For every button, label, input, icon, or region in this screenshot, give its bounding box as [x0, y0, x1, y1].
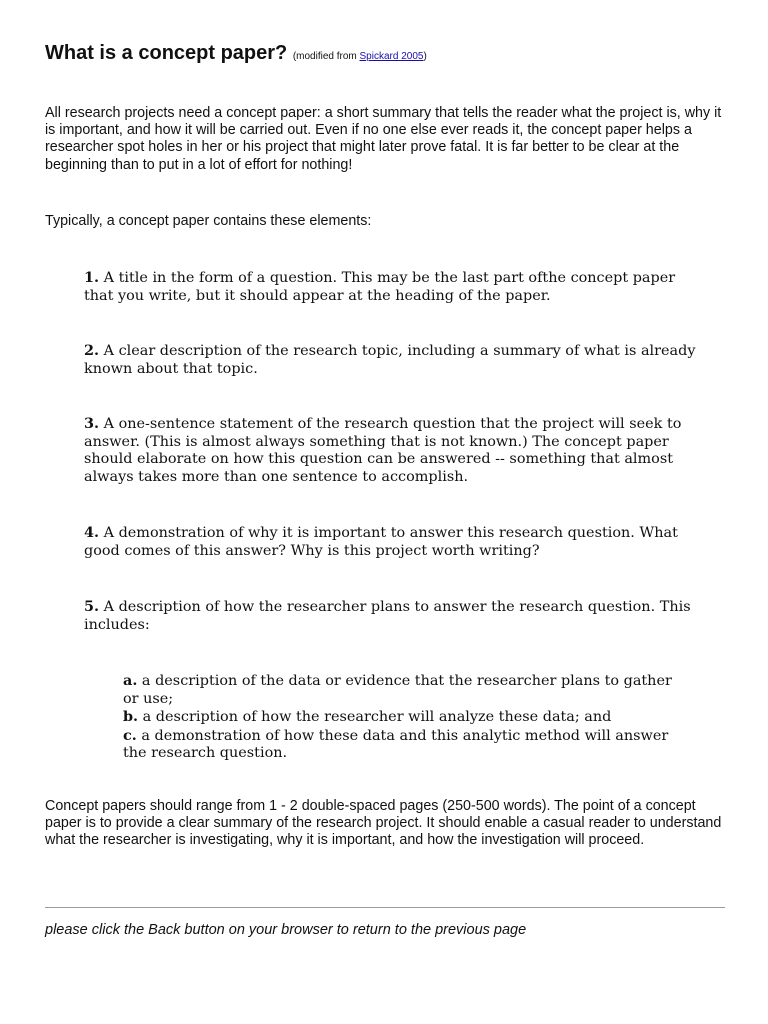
- sub-list: [123, 672, 683, 763]
- sub-list-item: c. a demonstration of how these data and this analytic method will answer the research question.: [123, 726, 669, 762]
- source-link[interactable]: Spickard 2005: [359, 51, 424, 62]
- sub-list-item: a. a description of the data or evidence that the researcher plans to gather or use;: [123, 672, 672, 707]
- horizontal-rule: [45, 907, 725, 908]
- back-note: please click the Back button on your browser to return to the previous page: [45, 922, 527, 938]
- list-item: 1. A title in the form of a question. This may be the last part ofthe concept paper that you write, but it should appear at the heading of the paper.: [84, 269, 676, 304]
- closing-paragraph: Concept papers should range from 1 - 2 double-spaced pages (250-500 words). The point of a concept paper is to provide a clear summary of the research project. It should enable a casual reader to understand what the researcher is investigating, why it is important, and how the investigation will proceed.: [45, 798, 722, 849]
- title-heading: What is a concept paper?: [45, 42, 288, 64]
- page-title: [45, 42, 427, 65]
- list-item: 2. A clear description of the research topic, including a summary of what is already known about that topic.: [84, 342, 696, 377]
- sub-list-item: b. a description of how the researcher will analyze these data; and: [123, 708, 612, 726]
- list-item: 3. A one-sentence statement of the research question that the project will seek to answer. (This is almost always something that is not known.) The concept paper should elaborate on how this question can be answered -- something that almost always takes more than one sentence to accomplish.: [84, 415, 682, 485]
- list-item: 4. A demonstration of why it is important to answer this research question. What good comes of this answer? Why is this project worth writing?: [84, 524, 678, 559]
- list-item: 5. A description of how the researcher plans to answer the research question. This includes:: [84, 598, 691, 633]
- intro-paragraph: All research projects need a concept paper: a short summary that tells the reader what the project is, why it is important, and how it will be carried out. Even if no one else ever reads it, the concept paper helps a researcher spot holes in her or his project that might later prove fatal. It is far better to be clear at the beginning than to put in a lot of effort for nothing!: [45, 105, 722, 173]
- elements-intro: Typically, a concept paper contains these elements:: [45, 213, 372, 229]
- title-source-note: (modified from Spickard 2005): [292, 51, 427, 62]
